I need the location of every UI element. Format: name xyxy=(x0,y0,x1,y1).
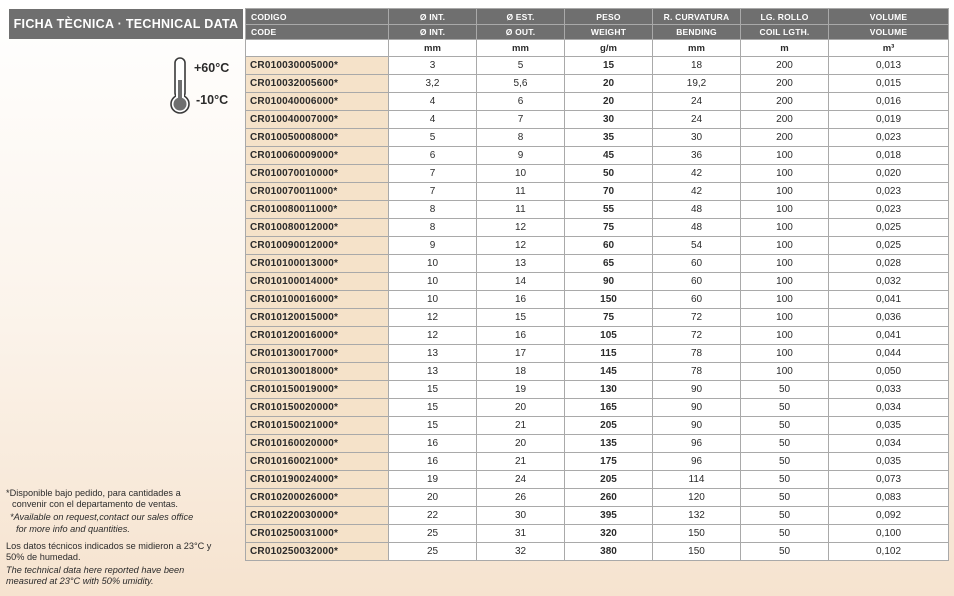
cell-inner-diameter: 7 xyxy=(389,165,477,183)
cell-code: CR010130017000* xyxy=(246,345,389,363)
cell-bending: 132 xyxy=(653,507,741,525)
table-row xyxy=(246,543,949,561)
header-coil-length-en: COIL LGTH. xyxy=(741,25,829,40)
table-row xyxy=(246,507,949,525)
cell-volume: 0,041 xyxy=(829,291,949,309)
cell-coil-length: 100 xyxy=(741,237,829,255)
max-temperature: +60°C xyxy=(194,61,230,75)
table-row xyxy=(246,417,949,435)
cell-volume: 0,020 xyxy=(829,165,949,183)
cell-inner-diameter: 6 xyxy=(389,147,477,165)
cell-bending: 96 xyxy=(653,453,741,471)
cell-code: CR010250031000* xyxy=(246,525,389,543)
cell-volume: 0,023 xyxy=(829,201,949,219)
units-row xyxy=(246,40,949,57)
cell-weight: 130 xyxy=(565,381,653,399)
cell-inner-diameter: 8 xyxy=(389,219,477,237)
cell-volume: 0,050 xyxy=(829,363,949,381)
unit-weight: g/m xyxy=(565,40,653,57)
header-volume-es: VOLUME xyxy=(829,9,949,25)
cell-inner-diameter: 19 xyxy=(389,471,477,489)
header-inner-diameter-en: Ø INT. xyxy=(389,25,477,40)
table-row xyxy=(246,399,949,417)
table-row xyxy=(246,309,949,327)
cell-weight: 135 xyxy=(565,435,653,453)
min-temperature: -10°C xyxy=(196,93,229,107)
cell-bending: 30 xyxy=(653,129,741,147)
cell-inner-diameter: 16 xyxy=(389,435,477,453)
cell-code: CR010040006000* xyxy=(246,93,389,111)
cell-inner-diameter: 4 xyxy=(389,93,477,111)
cell-bending: 114 xyxy=(653,471,741,489)
cell-bending: 24 xyxy=(653,93,741,111)
cell-code: CR010190024000* xyxy=(246,471,389,489)
cell-bending: 60 xyxy=(653,273,741,291)
cell-outer-diameter: 21 xyxy=(477,417,565,435)
cell-volume: 0,033 xyxy=(829,381,949,399)
cell-volume: 0,100 xyxy=(829,525,949,543)
left-panel xyxy=(0,0,245,596)
table-row xyxy=(246,75,949,93)
conditions-note-es: Los datos técnicos indicados se midieron a 23°C y 50% de humedad. xyxy=(6,540,212,563)
cell-weight: 30 xyxy=(565,111,653,129)
temperature-range xyxy=(168,56,238,120)
cell-volume: 0,016 xyxy=(829,93,949,111)
cell-code: CR010220030000* xyxy=(246,507,389,525)
cell-inner-diameter: 15 xyxy=(389,399,477,417)
cell-inner-diameter: 15 xyxy=(389,381,477,399)
cell-inner-diameter: 9 xyxy=(389,237,477,255)
cell-volume: 0,025 xyxy=(829,237,949,255)
cell-volume: 0,035 xyxy=(829,417,949,435)
thermometer-icon xyxy=(168,56,192,116)
cell-weight: 35 xyxy=(565,129,653,147)
cell-bending: 96 xyxy=(653,435,741,453)
cell-code: CR010070010000* xyxy=(246,165,389,183)
cell-code: CR010080012000* xyxy=(246,219,389,237)
table-row xyxy=(246,255,949,273)
unit-code xyxy=(246,40,389,57)
unit-bending: mm xyxy=(653,40,741,57)
cell-outer-diameter: 16 xyxy=(477,291,565,309)
cell-volume: 0,044 xyxy=(829,345,949,363)
cell-outer-diameter: 5 xyxy=(477,57,565,75)
cell-code: CR010050008000* xyxy=(246,129,389,147)
cell-coil-length: 100 xyxy=(741,183,829,201)
cell-bending: 72 xyxy=(653,309,741,327)
cell-code: CR010130018000* xyxy=(246,363,389,381)
unit-volume: m³ xyxy=(829,40,949,57)
cell-inner-diameter: 16 xyxy=(389,453,477,471)
header-weight-es: PESO xyxy=(565,9,653,25)
footnotes xyxy=(6,488,242,594)
cell-outer-diameter: 20 xyxy=(477,435,565,453)
cell-weight: 70 xyxy=(565,183,653,201)
table-row xyxy=(246,273,949,291)
cell-weight: 50 xyxy=(565,165,653,183)
header-volume-en: VOLUME xyxy=(829,25,949,40)
cell-code: CR010100013000* xyxy=(246,255,389,273)
cell-weight: 380 xyxy=(565,543,653,561)
table-row xyxy=(246,525,949,543)
cell-weight: 205 xyxy=(565,471,653,489)
cell-outer-diameter: 8 xyxy=(477,129,565,147)
cell-weight: 320 xyxy=(565,525,653,543)
cell-code: CR010120016000* xyxy=(246,327,389,345)
table-row xyxy=(246,435,949,453)
cell-code: CR010090012000* xyxy=(246,237,389,255)
cell-outer-diameter: 6 xyxy=(477,93,565,111)
cell-bending: 42 xyxy=(653,165,741,183)
cell-code: CR010032005600* xyxy=(246,75,389,93)
cell-outer-diameter: 5,6 xyxy=(477,75,565,93)
cell-code: CR010150020000* xyxy=(246,399,389,417)
cell-weight: 205 xyxy=(565,417,653,435)
cell-weight: 145 xyxy=(565,363,653,381)
table-row xyxy=(246,327,949,345)
cell-weight: 165 xyxy=(565,399,653,417)
cell-outer-diameter: 21 xyxy=(477,453,565,471)
cell-outer-diameter: 12 xyxy=(477,237,565,255)
cell-coil-length: 100 xyxy=(741,201,829,219)
cell-inner-diameter: 15 xyxy=(389,417,477,435)
cell-coil-length: 200 xyxy=(741,111,829,129)
page-title: FICHA TÈCNICA · TECHNICAL DATA xyxy=(9,9,243,39)
cell-weight: 75 xyxy=(565,309,653,327)
header-bending-es: R. CURVATURA xyxy=(653,9,741,25)
table-row xyxy=(246,219,949,237)
header-weight-en: WEIGHT xyxy=(565,25,653,40)
table-row xyxy=(246,201,949,219)
cell-outer-diameter: 11 xyxy=(477,201,565,219)
cell-volume: 0,013 xyxy=(829,57,949,75)
header-outer-diameter-en: Ø OUT. xyxy=(477,25,565,40)
unit-coil-length: m xyxy=(741,40,829,57)
cell-code: CR010120015000* xyxy=(246,309,389,327)
cell-bending: 78 xyxy=(653,363,741,381)
table-body xyxy=(246,57,949,561)
availability-note-en: *Available on request,contact our sales office for more info and quantities. xyxy=(10,512,194,534)
cell-inner-diameter: 25 xyxy=(389,525,477,543)
header-row-spanish xyxy=(246,9,949,25)
cell-coil-length: 50 xyxy=(741,507,829,525)
cell-coil-length: 100 xyxy=(741,147,829,165)
cell-coil-length: 50 xyxy=(741,399,829,417)
table-row xyxy=(246,183,949,201)
cell-code: CR010160021000* xyxy=(246,453,389,471)
cell-code: CR010030005000* xyxy=(246,57,389,75)
cell-inner-diameter: 8 xyxy=(389,201,477,219)
cell-volume: 0,083 xyxy=(829,489,949,507)
cell-outer-diameter: 15 xyxy=(477,309,565,327)
cell-code: CR010040007000* xyxy=(246,111,389,129)
cell-coil-length: 100 xyxy=(741,255,829,273)
cell-inner-diameter: 13 xyxy=(389,363,477,381)
unit-inner-diameter: mm xyxy=(389,40,477,57)
cell-coil-length: 100 xyxy=(741,309,829,327)
cell-bending: 60 xyxy=(653,291,741,309)
conditions-note-en: The technical data here reported have been measured at 23°C with 50% umidity. xyxy=(6,565,185,587)
cell-bending: 54 xyxy=(653,237,741,255)
cell-code: CR010150021000* xyxy=(246,417,389,435)
cell-weight: 260 xyxy=(565,489,653,507)
cell-bending: 78 xyxy=(653,345,741,363)
table-row xyxy=(246,93,949,111)
cell-weight: 65 xyxy=(565,255,653,273)
cell-volume: 0,035 xyxy=(829,453,949,471)
cell-inner-diameter: 12 xyxy=(389,327,477,345)
cell-coil-length: 50 xyxy=(741,381,829,399)
cell-inner-diameter: 25 xyxy=(389,543,477,561)
header-inner-diameter-es: Ø INT. xyxy=(389,9,477,25)
cell-bending: 72 xyxy=(653,327,741,345)
cell-volume: 0,019 xyxy=(829,111,949,129)
table-row xyxy=(246,291,949,309)
cell-outer-diameter: 14 xyxy=(477,273,565,291)
cell-weight: 175 xyxy=(565,453,653,471)
cell-coil-length: 50 xyxy=(741,453,829,471)
cell-code: CR010060009000* xyxy=(246,147,389,165)
table-row xyxy=(246,381,949,399)
cell-bending: 120 xyxy=(653,489,741,507)
header-code-es: CODIGO xyxy=(246,9,389,25)
table-row xyxy=(246,363,949,381)
cell-weight: 55 xyxy=(565,201,653,219)
cell-outer-diameter: 9 xyxy=(477,147,565,165)
header-outer-diameter-es: Ø EST. xyxy=(477,9,565,25)
cell-weight: 15 xyxy=(565,57,653,75)
cell-volume: 0,102 xyxy=(829,543,949,561)
cell-inner-diameter: 20 xyxy=(389,489,477,507)
cell-outer-diameter: 12 xyxy=(477,219,565,237)
cell-volume: 0,034 xyxy=(829,399,949,417)
cell-coil-length: 50 xyxy=(741,435,829,453)
table-row xyxy=(246,237,949,255)
cell-coil-length: 50 xyxy=(741,489,829,507)
header-code-en: CODE xyxy=(246,25,389,40)
cell-volume: 0,073 xyxy=(829,471,949,489)
cell-coil-length: 50 xyxy=(741,471,829,489)
cell-weight: 395 xyxy=(565,507,653,525)
cell-coil-length: 100 xyxy=(741,363,829,381)
cell-volume: 0,023 xyxy=(829,183,949,201)
cell-inner-diameter: 22 xyxy=(389,507,477,525)
cell-coil-length: 100 xyxy=(741,219,829,237)
cell-bending: 60 xyxy=(653,255,741,273)
cell-volume: 0,018 xyxy=(829,147,949,165)
cell-outer-diameter: 17 xyxy=(477,345,565,363)
cell-coil-length: 200 xyxy=(741,75,829,93)
technical-data-table xyxy=(245,8,949,561)
cell-inner-diameter: 13 xyxy=(389,345,477,363)
cell-code: CR010070011000* xyxy=(246,183,389,201)
cell-outer-diameter: 31 xyxy=(477,525,565,543)
cell-outer-diameter: 19 xyxy=(477,381,565,399)
cell-inner-diameter: 7 xyxy=(389,183,477,201)
cell-weight: 90 xyxy=(565,273,653,291)
cell-weight: 60 xyxy=(565,237,653,255)
cell-coil-length: 50 xyxy=(741,417,829,435)
table-row xyxy=(246,57,949,75)
cell-code: CR010250032000* xyxy=(246,543,389,561)
cell-volume: 0,025 xyxy=(829,219,949,237)
cell-inner-diameter: 4 xyxy=(389,111,477,129)
cell-coil-length: 50 xyxy=(741,525,829,543)
table-row xyxy=(246,111,949,129)
cell-volume: 0,015 xyxy=(829,75,949,93)
cell-weight: 45 xyxy=(565,147,653,165)
header-bending-en: BENDING xyxy=(653,25,741,40)
cell-code: CR010100016000* xyxy=(246,291,389,309)
cell-inner-diameter: 10 xyxy=(389,273,477,291)
cell-weight: 115 xyxy=(565,345,653,363)
cell-inner-diameter: 5 xyxy=(389,129,477,147)
cell-bending: 42 xyxy=(653,183,741,201)
cell-code: CR010160020000* xyxy=(246,435,389,453)
cell-bending: 90 xyxy=(653,417,741,435)
cell-code: CR010150019000* xyxy=(246,381,389,399)
cell-weight: 75 xyxy=(565,219,653,237)
cell-outer-diameter: 32 xyxy=(477,543,565,561)
cell-volume: 0,034 xyxy=(829,435,949,453)
cell-bending: 18 xyxy=(653,57,741,75)
cell-outer-diameter: 7 xyxy=(477,111,565,129)
cell-weight: 105 xyxy=(565,327,653,345)
cell-inner-diameter: 12 xyxy=(389,309,477,327)
cell-coil-length: 100 xyxy=(741,327,829,345)
cell-outer-diameter: 10 xyxy=(477,165,565,183)
table-row xyxy=(246,345,949,363)
cell-code: CR010100014000* xyxy=(246,273,389,291)
cell-bending: 90 xyxy=(653,381,741,399)
cell-coil-length: 200 xyxy=(741,57,829,75)
header-row-english xyxy=(246,25,949,40)
cell-outer-diameter: 13 xyxy=(477,255,565,273)
cell-bending: 24 xyxy=(653,111,741,129)
cell-coil-length: 200 xyxy=(741,93,829,111)
cell-coil-length: 100 xyxy=(741,345,829,363)
cell-inner-diameter: 10 xyxy=(389,255,477,273)
cell-coil-length: 100 xyxy=(741,291,829,309)
header-coil-length-es: LG. ROLLO xyxy=(741,9,829,25)
table-row xyxy=(246,453,949,471)
cell-volume: 0,041 xyxy=(829,327,949,345)
cell-outer-diameter: 20 xyxy=(477,399,565,417)
cell-coil-length: 50 xyxy=(741,543,829,561)
cell-coil-length: 100 xyxy=(741,273,829,291)
cell-weight: 20 xyxy=(565,93,653,111)
table-row xyxy=(246,471,949,489)
cell-inner-diameter: 10 xyxy=(389,291,477,309)
cell-weight: 20 xyxy=(565,75,653,93)
cell-bending: 48 xyxy=(653,219,741,237)
cell-outer-diameter: 11 xyxy=(477,183,565,201)
cell-coil-length: 100 xyxy=(741,165,829,183)
cell-volume: 0,036 xyxy=(829,309,949,327)
cell-bending: 150 xyxy=(653,525,741,543)
table-row xyxy=(246,165,949,183)
cell-volume: 0,028 xyxy=(829,255,949,273)
cell-bending: 19,2 xyxy=(653,75,741,93)
table-row xyxy=(246,489,949,507)
availability-note-es: *Disponible bajo pedido, para cantidades a convenir con el departamento de ventas. xyxy=(6,488,181,510)
cell-code: CR010080011000* xyxy=(246,201,389,219)
cell-code: CR010200026000* xyxy=(246,489,389,507)
cell-outer-diameter: 26 xyxy=(477,489,565,507)
cell-bending: 48 xyxy=(653,201,741,219)
unit-outer-diameter: mm xyxy=(477,40,565,57)
cell-volume: 0,032 xyxy=(829,273,949,291)
cell-inner-diameter: 3 xyxy=(389,57,477,75)
cell-coil-length: 200 xyxy=(741,129,829,147)
table-row xyxy=(246,147,949,165)
cell-volume: 0,092 xyxy=(829,507,949,525)
cell-bending: 90 xyxy=(653,399,741,417)
cell-inner-diameter: 3,2 xyxy=(389,75,477,93)
cell-bending: 36 xyxy=(653,147,741,165)
cell-outer-diameter: 18 xyxy=(477,363,565,381)
cell-volume: 0,023 xyxy=(829,129,949,147)
cell-outer-diameter: 16 xyxy=(477,327,565,345)
cell-weight: 150 xyxy=(565,291,653,309)
cell-outer-diameter: 24 xyxy=(477,471,565,489)
table-row xyxy=(246,129,949,147)
cell-outer-diameter: 30 xyxy=(477,507,565,525)
cell-bending: 150 xyxy=(653,543,741,561)
